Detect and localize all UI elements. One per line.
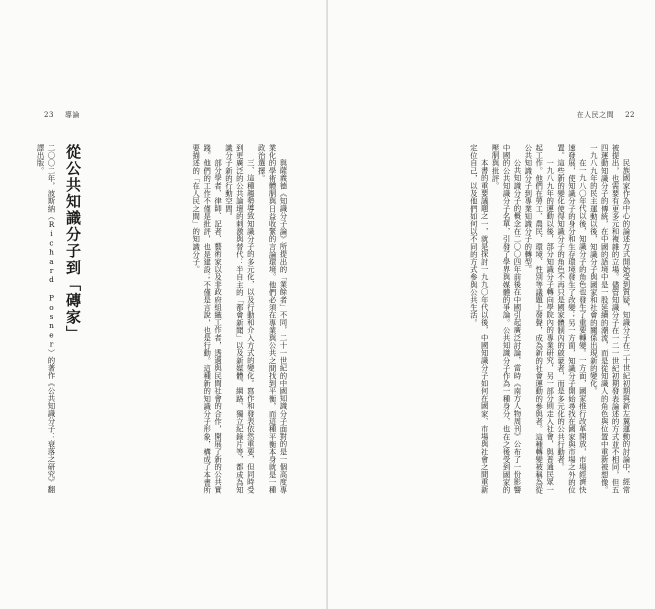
section-heading: 從公共知識分子到「磚家」 bbox=[64, 144, 82, 342]
left-running-title: 導論 bbox=[64, 111, 80, 119]
right-paragraph: 公共知識分子的概念在二〇〇四年前後在中國引起廣泛討論，當時《南方人物周刊》公布了一份影響中國的公共知識分子名單，引發了學界與媒體的爭論。公共知識分子作為一種身分，也在之後受到國家的壓制與批評。 bbox=[491, 144, 522, 494]
left-body-text bbox=[108, 144, 288, 500]
left-paragraph: 與薩義德《知識分子論》所提出的「業餘者」不同，二十一世紀的中國知識分子面對的是一個高度專業化的學術體制與日益收緊的言論環境。他們必須在專業與公共之間找到平衡，而這種平衡本身就是一種政治選擇。 bbox=[257, 144, 288, 494]
right-paragraph: 一九八九年的運動以後，部分知識分子轉向學院內的專業研究，另一部分則走入社會，與普通民眾一起工作。他們在勞工、農民、環境、性別等議題上發聲，成為新的社會運動的參與者。這種轉變被稱為從公共知識分子到專業知識分子的轉型。 bbox=[523, 144, 555, 494]
right-paragraph: 在一九八〇年代以後，知識分子的角色也發生了重要轉變。一方面，國家推行改革開放，市場經濟快速發展，使知識分子的身分和生存環境發生了改變；另一方面，知識分子開始尋找在國家與市場之外的位置。這些新的變化使得知識分子的角色不再只是國家體制內的啟蒙者，而是多元化的公共行動者。 bbox=[556, 144, 588, 494]
left-running-header bbox=[44, 110, 80, 120]
right-running-header bbox=[577, 110, 635, 120]
left-paragraph: 部分學者、律師、記者、藝術家以及非政府組織工作者，透過與民間社會的合作，開展了新的公共實踐。他們的工作不僅是批評，也是建設；不僅是言說，也是行動。這種新的知識分子形象，構成了本書所要描述的「在人民之間」的知識分子。 bbox=[191, 144, 223, 494]
right-page bbox=[328, 0, 655, 609]
right-running-title: 在人民之間 bbox=[576, 111, 615, 119]
right-folio: 22 bbox=[625, 111, 635, 119]
left-page bbox=[0, 0, 327, 609]
left-paragraph: 三、這種趨勢導致知識分子的多元化，以及行動和介入方式的變化。寫作和發表依然重要，但同時受到更廣泛的公共論壇的刺激與替代：半自主的「都會新聞」以及新媒體、網路、獨立紀錄片等，都成為知識分子新的行動空間。 bbox=[224, 144, 256, 494]
right-paragraph: 民族國家作為中心的論述方式開始受到質疑，知識分子在二十世紀初期與新左翼運動的討論中，經常被提出，也需要有更多元和複雜的立場。儘管知識分子在一二一世紀初期發表論述的方式並不相同，但五四運動知識分子的傳統，在中國的語境中是一股延續的潮流，而是從知識人的角色與位置中重新被想像。一九八九年的民主運動以後，知識分子與國家和社會的關係出現新的變化。 bbox=[589, 144, 631, 494]
right-body-text bbox=[359, 144, 631, 500]
left-folio: 23 bbox=[44, 111, 54, 119]
section-lead-paragraph: 二〇〇二年，波斯納（Richard Posner）的著作《公共知識分子：衰落之研究》翻譯出版。 bbox=[36, 144, 56, 494]
right-paragraph: 本書的重要議題之一，就是探討一九九〇年代以後，中國知識分子如何在國家、市場與社會之間重新定位自己，以及他們如何以不同的方式參與公共生活。 bbox=[469, 144, 490, 494]
